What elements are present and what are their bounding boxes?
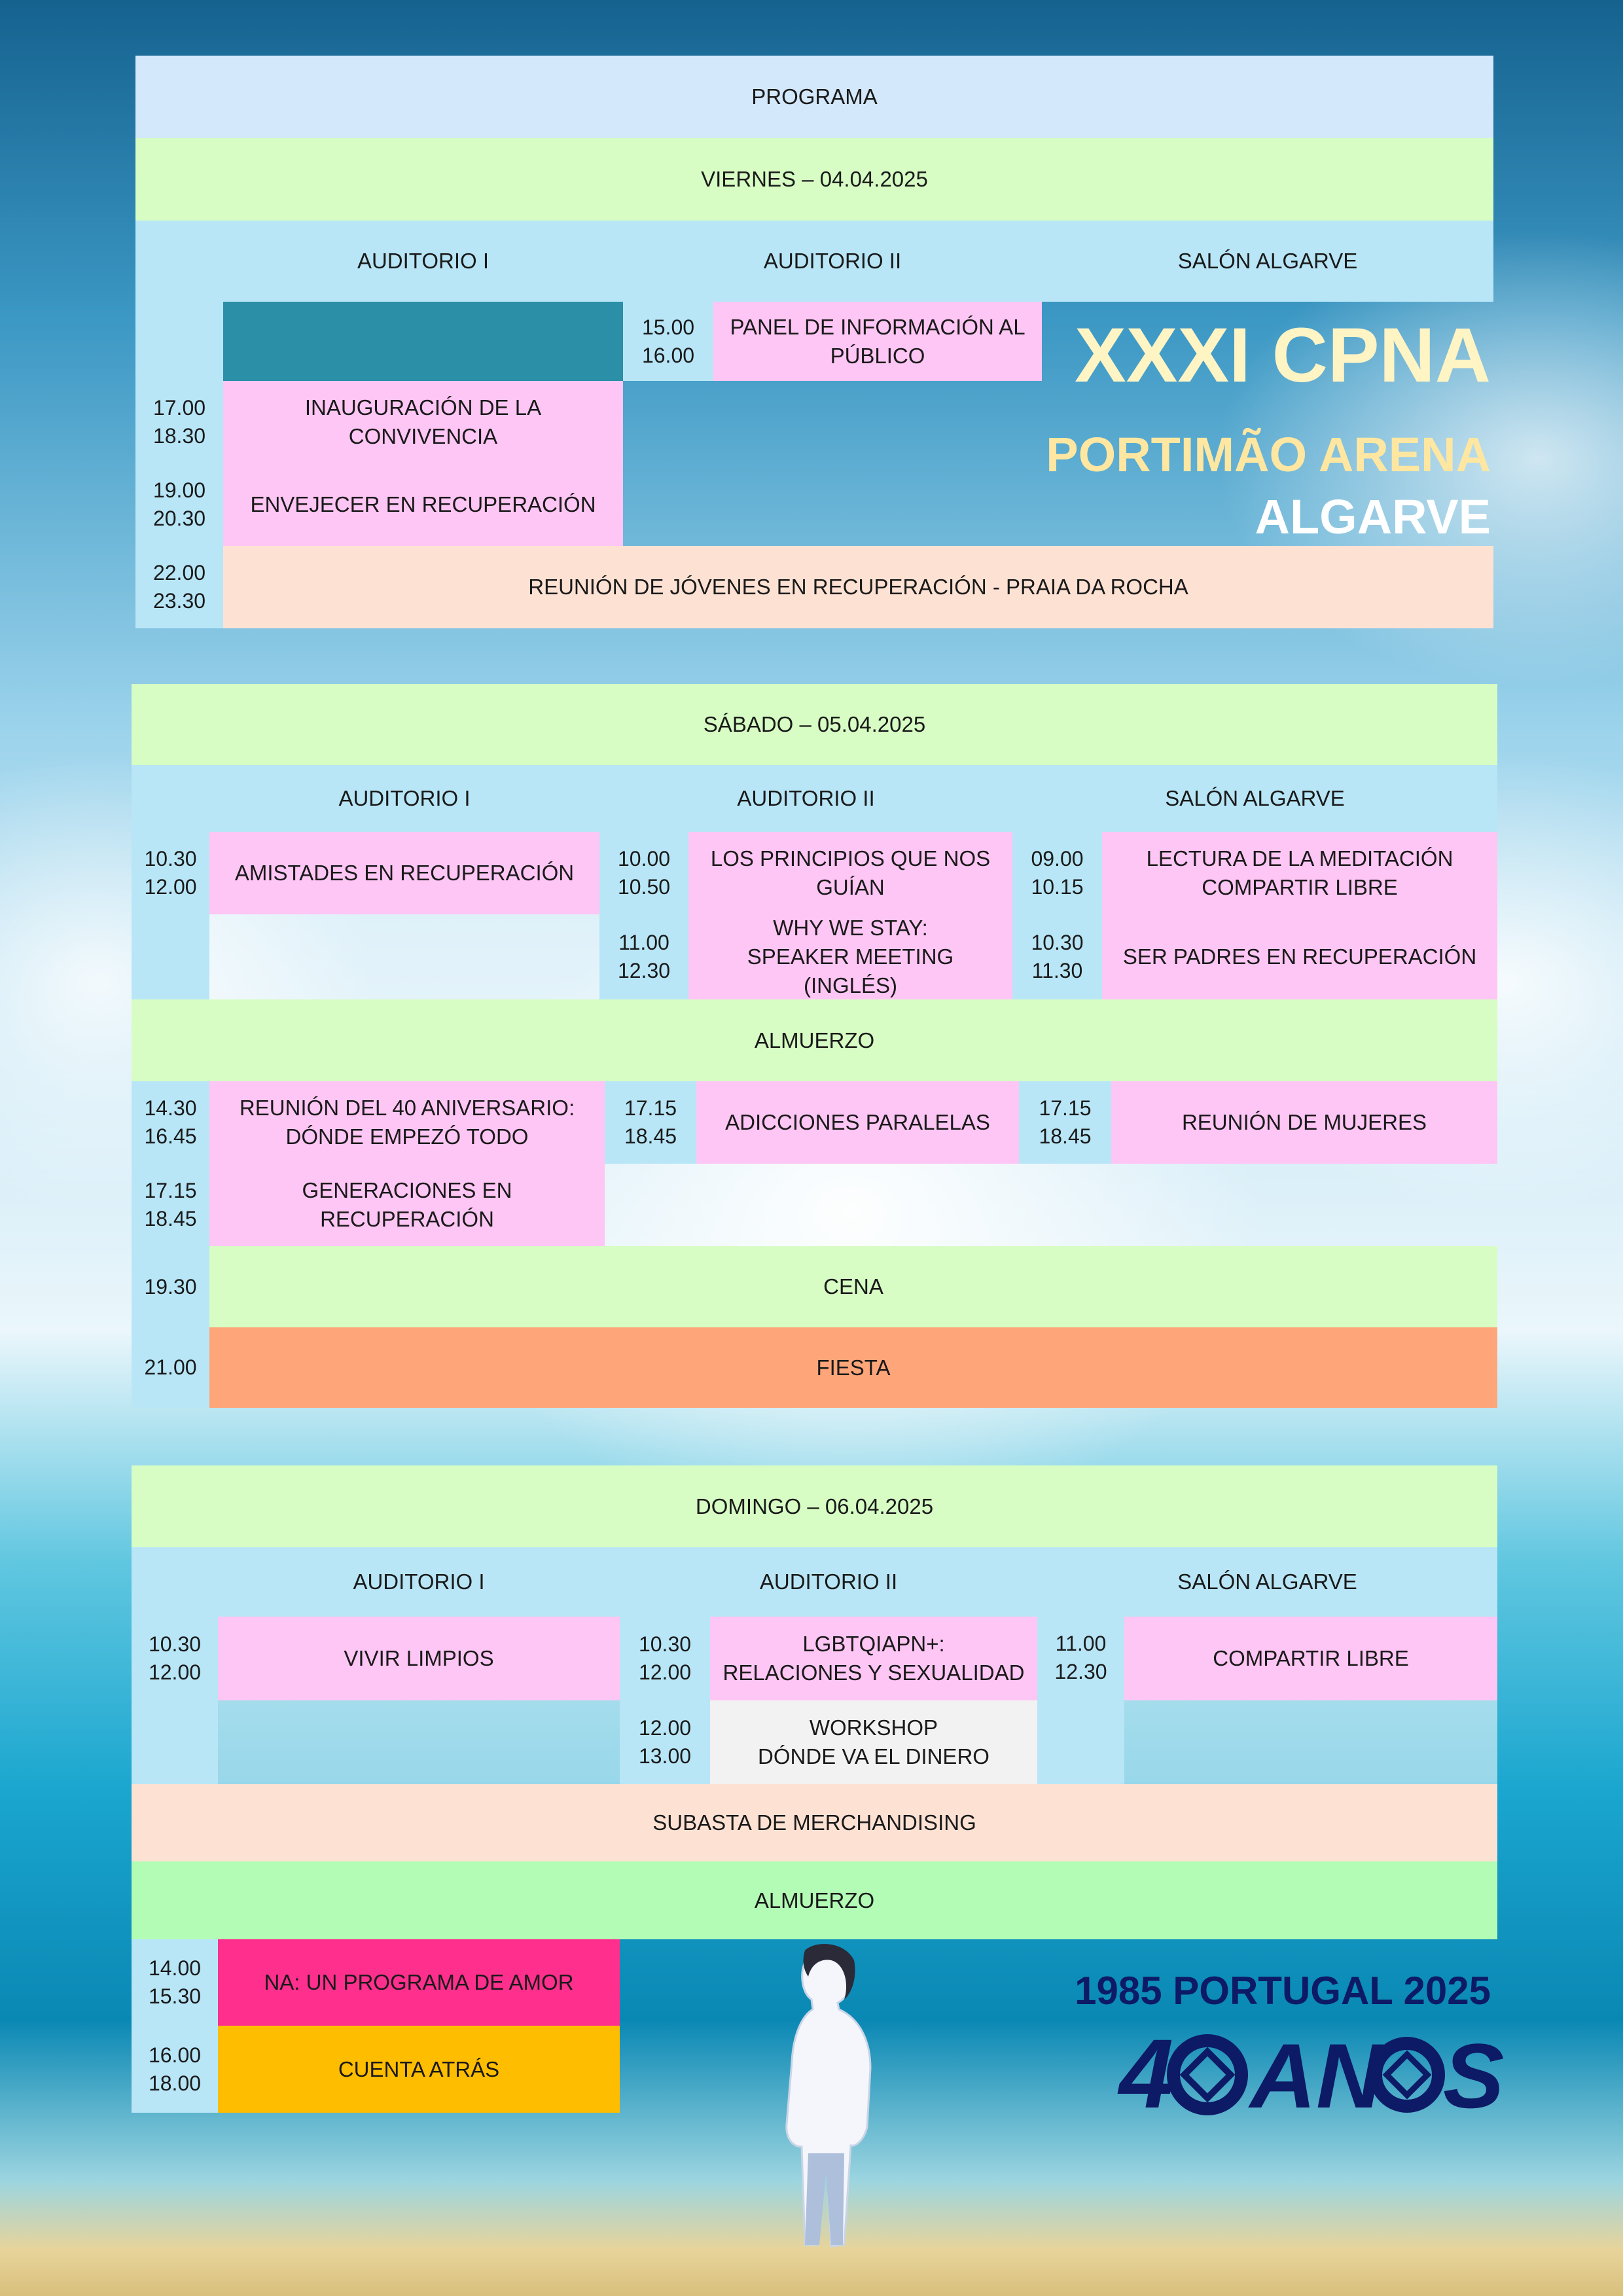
room-header-auditorio-1: AUDITORIO I (209, 765, 599, 832)
anniversary-line: 1985 PORTUGAL 2025 (1075, 1969, 1491, 2013)
session-time: 11.00 12.30 (1037, 1617, 1124, 1784)
session-compartir-libre: COMPARTIR LIBRE (1124, 1617, 1497, 1700)
room-header-auditorio-1: AUDITORIO I (223, 221, 623, 302)
empty-slot (209, 914, 599, 999)
svg-text:4: 4 (1119, 2018, 1174, 2128)
session-vivir-limpios: VIVIR LIMPIOS (218, 1617, 620, 1700)
room-header-salon-algarve: SALÓN ALGARVE (1012, 765, 1497, 832)
session-why-we-stay: WHY WE STAY: SPEAKER MEETING (INGLÉS) (688, 914, 1012, 999)
day-header-sabado: SÁBADO – 05.04.2025 (132, 684, 1497, 765)
lunch-sabado: ALMUERZO (132, 999, 1497, 1081)
program-title: PROGRAMA (135, 56, 1493, 138)
room-header-auditorio-1: AUDITORIO I (218, 1547, 620, 1617)
session-time: 17.15 18.45 (144, 1179, 197, 1230)
empty-slot (223, 302, 623, 381)
day-header-viernes: VIERNES – 04.04.2025 (135, 138, 1493, 221)
session-jovenes: REUNIÓN DE JÓVENES EN RECUPERACIÓN - PRAIA DA ROCHA (223, 546, 1493, 628)
session-lectura-meditacion: LECTURA DE LA MEDITACIÓN COMPARTIR LIBRE (1102, 832, 1497, 914)
event-venue-line2: ALGARVE (1255, 490, 1491, 544)
session-time: 17.15 18.45 (605, 1081, 696, 1164)
session-amistades: AMISTADES EN RECUPERACIÓN (209, 832, 599, 914)
session-generaciones: GENERACIONES EN RECUPERACIÓN (209, 1164, 605, 1246)
session-lgbtqiapn: LGBTQIAPN+: RELACIONES Y SEXUALIDAD (710, 1617, 1037, 1700)
session-time: 12.00 13.00 (620, 1700, 710, 1784)
session-time: 14.00 15.30 (132, 1939, 218, 2026)
session-time: 10.30 11.30 (1012, 914, 1102, 999)
day-header-domingo: DOMINGO – 06.04.2025 (132, 1465, 1497, 1547)
session-cuenta-atras: CUENTA ATRÁS (218, 2026, 620, 2113)
empty-slot (1124, 1700, 1497, 1784)
lunch-domingo: ALMUERZO (132, 1861, 1497, 1939)
session-time: 10.30 12.00 (144, 847, 197, 899)
party-sabado: FIESTA (209, 1327, 1497, 1408)
event-venue-line1: PORTIMÃO ARENA (1046, 427, 1491, 482)
event-title: XXXI CPNA (1074, 312, 1491, 399)
person-illustration (740, 1937, 910, 2265)
session-time: 22.00 23.30 (152, 561, 206, 613)
session-mujeres: REUNIÓN DE MUJERES (1111, 1081, 1497, 1164)
session-inauguracion: INAUGURACIÓN DE LA CONVIVENCIA (223, 381, 623, 463)
auction-domingo: SUBASTA DE MERCHANDISING (132, 1784, 1497, 1861)
session-time: 10.30 12.00 (148, 1632, 202, 1684)
session-time: 15.00 16.00 (623, 302, 713, 381)
session-envejecer: ENVEJECER EN RECUPERACIÓN (223, 463, 623, 546)
session-time: 19.00 20.30 (152, 478, 206, 530)
session-time: 17.00 18.30 (152, 396, 206, 448)
session-time: 11.00 12.30 (599, 914, 688, 999)
empty-slot (218, 1700, 620, 1784)
session-time: 10.30 12.00 (620, 1617, 710, 1700)
room-header-auditorio-2: AUDITORIO II (599, 765, 1012, 832)
session-principios: LOS PRINCIPIOS QUE NOS GUÍAN (688, 832, 1012, 914)
room-header-salon-algarve: SALÓN ALGARVE (1037, 1547, 1497, 1617)
session-panel-informacion: PANEL DE INFORMACIÓN AL PÚBLICO (713, 302, 1042, 381)
session-programa-de-amor: NA: UN PROGRAMA DE AMOR (218, 1939, 620, 2026)
session-ser-padres: SER PADRES EN RECUPERACIÓN (1102, 914, 1497, 999)
session-time: 19.30 (144, 1274, 197, 1299)
session-time: 16.00 18.00 (132, 2026, 218, 2113)
session-workshop-dinero: WORKSHOP DÓNDE VA EL DINERO (710, 1700, 1037, 1784)
session-40-aniversario: REUNIÓN DEL 40 ANIVERSARIO: DÓNDE EMPEZÓ TODO (209, 1081, 605, 1164)
session-time: 09.00 10.15 (1012, 832, 1102, 914)
svg-text:S: S (1443, 2024, 1505, 2127)
room-header-salon-algarve: SALÓN ALGARVE (1042, 221, 1493, 302)
forty-years-logo (1119, 2018, 1505, 2128)
session-time: 21.00 (144, 1355, 197, 1379)
session-adicciones-paralelas: ADICCIONES PARALELAS (696, 1081, 1019, 1164)
room-header-auditorio-2: AUDITORIO II (623, 221, 1042, 302)
svg-text:AN: AN (1250, 2024, 1383, 2127)
forty-years-logo-graphic (1119, 2018, 1505, 2128)
dinner-sabado: CENA (209, 1246, 1497, 1327)
session-time: 14.30 16.45 (144, 1096, 197, 1148)
session-time: 17.15 18.45 (1019, 1081, 1111, 1164)
session-time: 10.00 10.50 (599, 832, 688, 914)
room-header-auditorio-2: AUDITORIO II (620, 1547, 1037, 1617)
